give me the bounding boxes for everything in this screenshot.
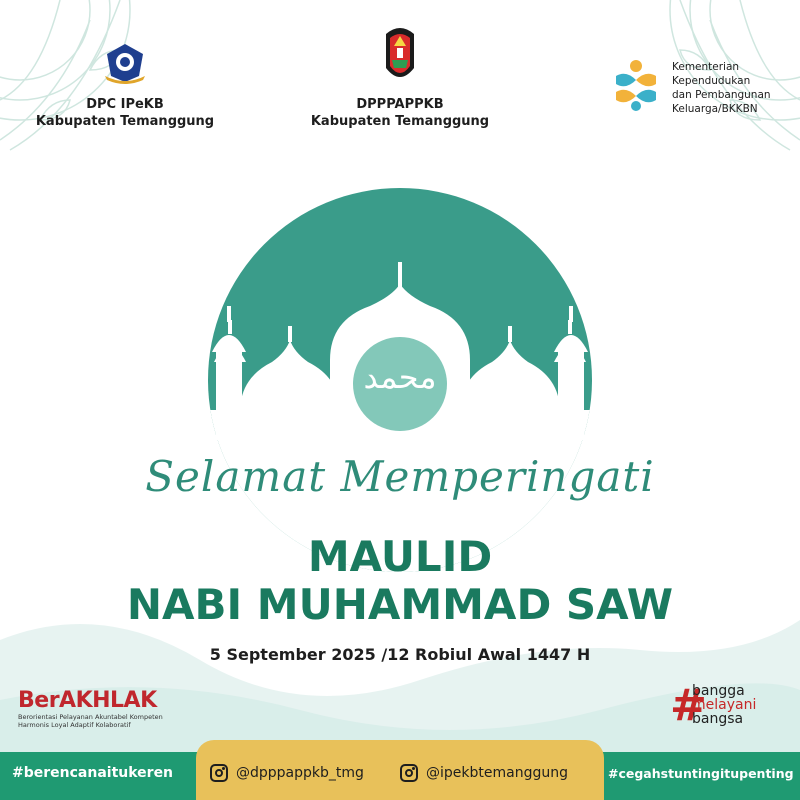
instagram-handle-1: @dpppappkb_tmg xyxy=(236,765,364,781)
muhammad-calligraphy: محمد xyxy=(363,358,437,396)
org-bkkbn-line-2: Kependudukan xyxy=(672,75,751,87)
org-bkkbn-line-4: Keluarga/BKKBN xyxy=(672,103,758,115)
org-dpppappkb-name: DPPPAPPKB xyxy=(356,97,444,112)
instagram-link-2[interactable] xyxy=(400,762,568,784)
bangga-line-1: bangga xyxy=(692,683,745,699)
org-ipekb-name: DPC IPeKB xyxy=(86,97,164,112)
bangga-words xyxy=(692,684,756,726)
org-dpppappkb-sub: Kabupaten Temanggung xyxy=(310,114,490,129)
berakhlak-tagline-1: Berorientasi Pelayanan Akuntabel Kompeten xyxy=(18,713,163,721)
bangga-hash-icon: # xyxy=(670,680,707,731)
greeting-script: Selamat Memperingati xyxy=(145,452,655,501)
bangga-melayani-badge xyxy=(670,680,780,731)
org-bkkbn-line-3: dan Pembangunan xyxy=(672,89,771,101)
instagram-icon xyxy=(400,764,418,782)
bangga-line-2: melayani xyxy=(692,697,757,713)
hashtag-left[interactable]: #berencanaitukeren xyxy=(12,765,174,781)
title-line-2: NABI MUHAMMAD SAW xyxy=(126,580,674,629)
bangga-line-3: bangsa xyxy=(692,711,744,727)
instagram-handle-2: @ipekbtemanggung xyxy=(426,765,568,781)
event-date: 5 September 2025 /12 Robiul Awal 1447 H xyxy=(209,645,591,664)
berakhlak-badge xyxy=(18,688,163,729)
org-ipekb-sub: Kabupaten Temanggung xyxy=(35,114,215,129)
hashtag-right[interactable]: #cegahstuntingitupenting xyxy=(608,766,794,781)
berakhlak-tagline-2: Harmonis Loyal Adaptif Kolaboratif xyxy=(18,721,131,729)
instagram-icon xyxy=(210,764,228,782)
title-line-1: MAULID xyxy=(307,532,493,581)
instagram-link-1[interactable] xyxy=(210,762,364,784)
org-bkkbn-line-1: Kementerian xyxy=(672,61,740,73)
berakhlak-logo: BerAKHLAK xyxy=(18,688,157,713)
